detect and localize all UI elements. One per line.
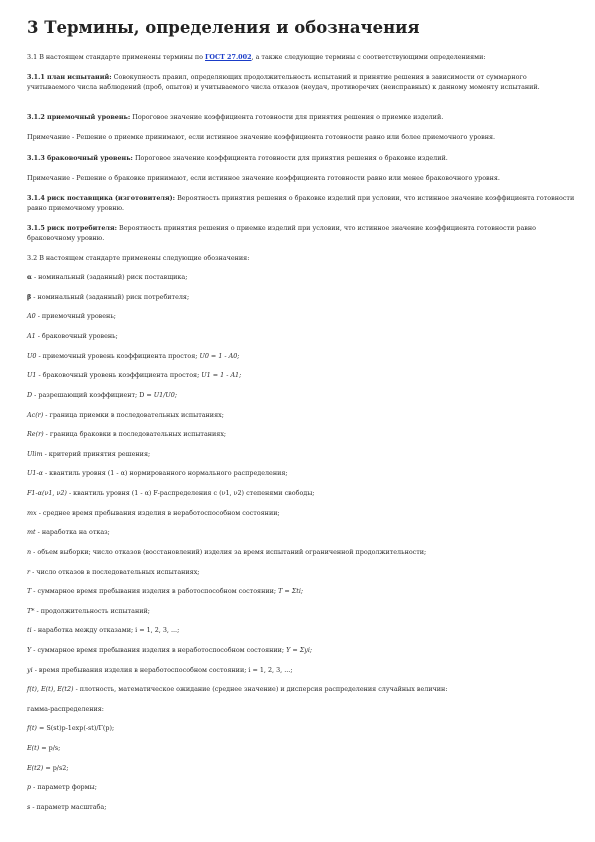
- symbol-description: - номинальный (заданный) риск потребителя;: [31, 293, 190, 301]
- definition-text: Пороговое значение коэффициента готовности для принятия решения о браковке изделий.: [132, 154, 448, 162]
- gost-link[interactable]: ГОСТ 27.002: [205, 53, 252, 61]
- symbol: Ulim: [27, 450, 43, 458]
- formula-rhs: p/s2;: [52, 764, 69, 772]
- symbol-p: [27, 782, 575, 792]
- symbol-d: [27, 390, 575, 400]
- definition-3-1-4: [27, 193, 575, 213]
- formula: U1/U0;: [153, 391, 177, 399]
- definition-3-1-2: [27, 112, 575, 122]
- symbol: U0: [27, 352, 37, 360]
- symbol: T: [27, 587, 32, 595]
- symbol-r: [27, 567, 575, 577]
- symbol: Ac(r): [27, 411, 44, 419]
- symbol-description: - параметр формы;: [31, 783, 97, 791]
- symbol-f1-alpha: [27, 488, 575, 498]
- formula: T = Σti;: [278, 587, 304, 595]
- paragraph-3-1: [27, 52, 575, 62]
- symbol-mt: [27, 527, 575, 537]
- symbol-yi: [27, 665, 575, 675]
- symbol-beta: [27, 292, 575, 302]
- symbol-description: - число отказов в последовательных испытаниях;: [30, 568, 200, 576]
- symbol-description: - номинальный (заданный) риск поставщика;: [31, 273, 188, 281]
- symbol-description: - объем выборки; число отказов (восстановлений) изделия за время испытаний ограниченной продолжительности;: [31, 548, 427, 556]
- symbol-description: - граница браковки в последовательных испытаниях;: [43, 430, 227, 438]
- note-1: Примечание - Решение о приемке принимают, если истинное значение коэффициента готовности равно или более приемочного уровня.: [27, 133, 496, 141]
- definition-3-1-3: [27, 153, 575, 163]
- symbol-description: - суммарное время пребывания изделия в неработоспособном состоянии;: [31, 646, 287, 654]
- symbol-alpha: [27, 272, 575, 282]
- definition-text: Вероятность принятия решения о приемке изделий при условии, что истинное значение коэффициента готовности равно браковочному уровню.: [27, 224, 536, 242]
- symbol: p: [27, 783, 32, 791]
- symbol: mx: [27, 509, 37, 517]
- symbol: mt: [27, 528, 36, 536]
- symbol: A0: [27, 312, 36, 320]
- symbol: ti: [27, 626, 32, 634]
- symbol: D: [27, 391, 33, 399]
- symbol-re: [27, 429, 575, 439]
- symbol-t: [27, 586, 575, 596]
- symbol-description: - браковочный уровень;: [35, 332, 118, 340]
- symbol-u1-alpha: [27, 468, 575, 478]
- formula-density: [27, 723, 575, 733]
- formula: U1 = 1 - A1;: [201, 371, 242, 379]
- symbol-description: - приемочный уровень;: [35, 312, 116, 320]
- symbol-ti: [27, 625, 575, 635]
- term: 3.1.3 браковочный уровень:: [27, 154, 133, 162]
- symbol-a1: [27, 331, 575, 341]
- symbol-description: - приемочный уровень коэффициента простоя;: [36, 352, 200, 360]
- symbol-y: [27, 645, 575, 655]
- definition-text: Пороговое значение коэффициента готовности для принятия решения о приемке изделий.: [130, 113, 444, 121]
- symbol-description: - наработка между отказами; i = 1, 2, 3, ...;: [31, 626, 180, 634]
- symbol-distribution: [27, 684, 575, 694]
- term: 3.1.5 риск потребителя:: [27, 224, 118, 232]
- symbol-a0: [27, 311, 575, 321]
- paragraph-text: 3.1 В настоящем стандарте применены термины по: [27, 53, 206, 61]
- term: 3.1.1 план испытаний:: [27, 73, 112, 81]
- paragraph-3-2: 3.2 В настоящем стандарте применены следующие обозначения:: [27, 254, 250, 262]
- symbol: α: [27, 273, 32, 281]
- symbol: f(t), E(t), E(t2): [27, 685, 74, 693]
- symbol: U1: [27, 371, 37, 379]
- formula-rhs: p/s;: [48, 744, 61, 752]
- note-2: Примечание - Решение о браковке принимают, если истинное значение коэффициента готовности равно или менее браковочного уровня.: [27, 174, 500, 182]
- symbol-mx: [27, 508, 575, 518]
- symbol: Y: [27, 646, 32, 654]
- term: 3.1.4 риск поставщика (изготовителя):: [27, 194, 176, 202]
- symbol: F1-α(ν1, ν2): [27, 489, 67, 497]
- symbol: r: [27, 568, 31, 576]
- symbol-description: - наработка на отказ;: [35, 528, 110, 536]
- symbol-ac: [27, 410, 575, 420]
- formula-lhs: E(t) =: [27, 744, 49, 752]
- symbol-description: - параметр масштаба;: [30, 803, 107, 811]
- formula-lhs: E(t2) =: [27, 764, 53, 772]
- section-title: 3 Термины, определения и обозначения: [27, 18, 420, 37]
- symbol-s: [27, 802, 575, 812]
- symbol-description: - среднее время пребывания изделия в неработоспособном состоянии;: [36, 509, 280, 517]
- symbol-description: - время пребывания изделия в неработоспособном состоянии; i = 1, 2, 3, ...;: [32, 666, 293, 674]
- symbol-u0: [27, 351, 575, 361]
- symbol: s: [27, 803, 31, 811]
- gamma-heading: гамма-распределения:: [27, 705, 104, 713]
- formula: U0 = 1 - A0;: [199, 352, 240, 360]
- symbol-description: - квантиль уровня (1 - α) нормированного нормального распределения;: [42, 469, 288, 477]
- symbol-description: - продолжительность испытаний;: [34, 607, 150, 615]
- symbol-u1: [27, 370, 575, 380]
- symbol: β: [27, 293, 32, 301]
- definition-3-1-1: [27, 72, 575, 92]
- symbol-description: - плотность, математическое ожидание (среднее значение) и дисперсия распределения случайных величин:: [73, 685, 448, 693]
- symbol: yi: [27, 666, 33, 674]
- symbol: Re(r): [27, 430, 44, 438]
- symbol-description: - суммарное время пребывания изделия в работоспособном состоянии;: [31, 587, 279, 595]
- symbol-description: - разрешающий коэффициент; D =: [32, 391, 154, 399]
- term: 3.1.2 приемочный уровень:: [27, 113, 131, 121]
- definition-text: Совокупность правил, определяющих продолжительность испытаний и принятие решения в зависимости от суммарного учитываемого числа наблюдений (проб, опытов) и учитываемого числа отказов (неудач, противоречих (неисправных) к данному моменту испытаний.: [27, 73, 540, 91]
- paragraph-text: , а также следующие термины с соответствующими определениями:: [251, 53, 486, 61]
- symbol-t-star: [27, 606, 575, 616]
- symbol: T*: [27, 607, 35, 615]
- formula: Y = Σyi;: [286, 646, 313, 654]
- symbol-description: - критерий принятия решения;: [42, 450, 151, 458]
- formula-rhs: S(st)p-1exp(-st)/Γ(p);: [46, 724, 115, 732]
- symbol: A1: [27, 332, 36, 340]
- formula-mean: [27, 743, 575, 753]
- symbol: U1-α: [27, 469, 43, 477]
- symbol: n: [27, 548, 32, 556]
- symbol-description: - квантиль уровня (1 - α) F-распределения с (ν1, ν2) степенями свободы;: [66, 489, 315, 497]
- definition-text: Вероятность принятия решения о браковке изделий при условии, что истинное значение коэффициента готовности равно приемочному уровню.: [27, 194, 575, 212]
- symbol-n: [27, 547, 575, 557]
- formula-lhs: f(t) =: [27, 724, 47, 732]
- symbol-description: - граница приемки в последовательных испытаниях;: [43, 411, 224, 419]
- symbol-description: - браковочный уровень коэффициента простоя;: [36, 371, 202, 379]
- definition-3-1-5: [27, 223, 575, 243]
- formula-second-moment: [27, 763, 575, 773]
- symbol-ulim: [27, 449, 575, 459]
